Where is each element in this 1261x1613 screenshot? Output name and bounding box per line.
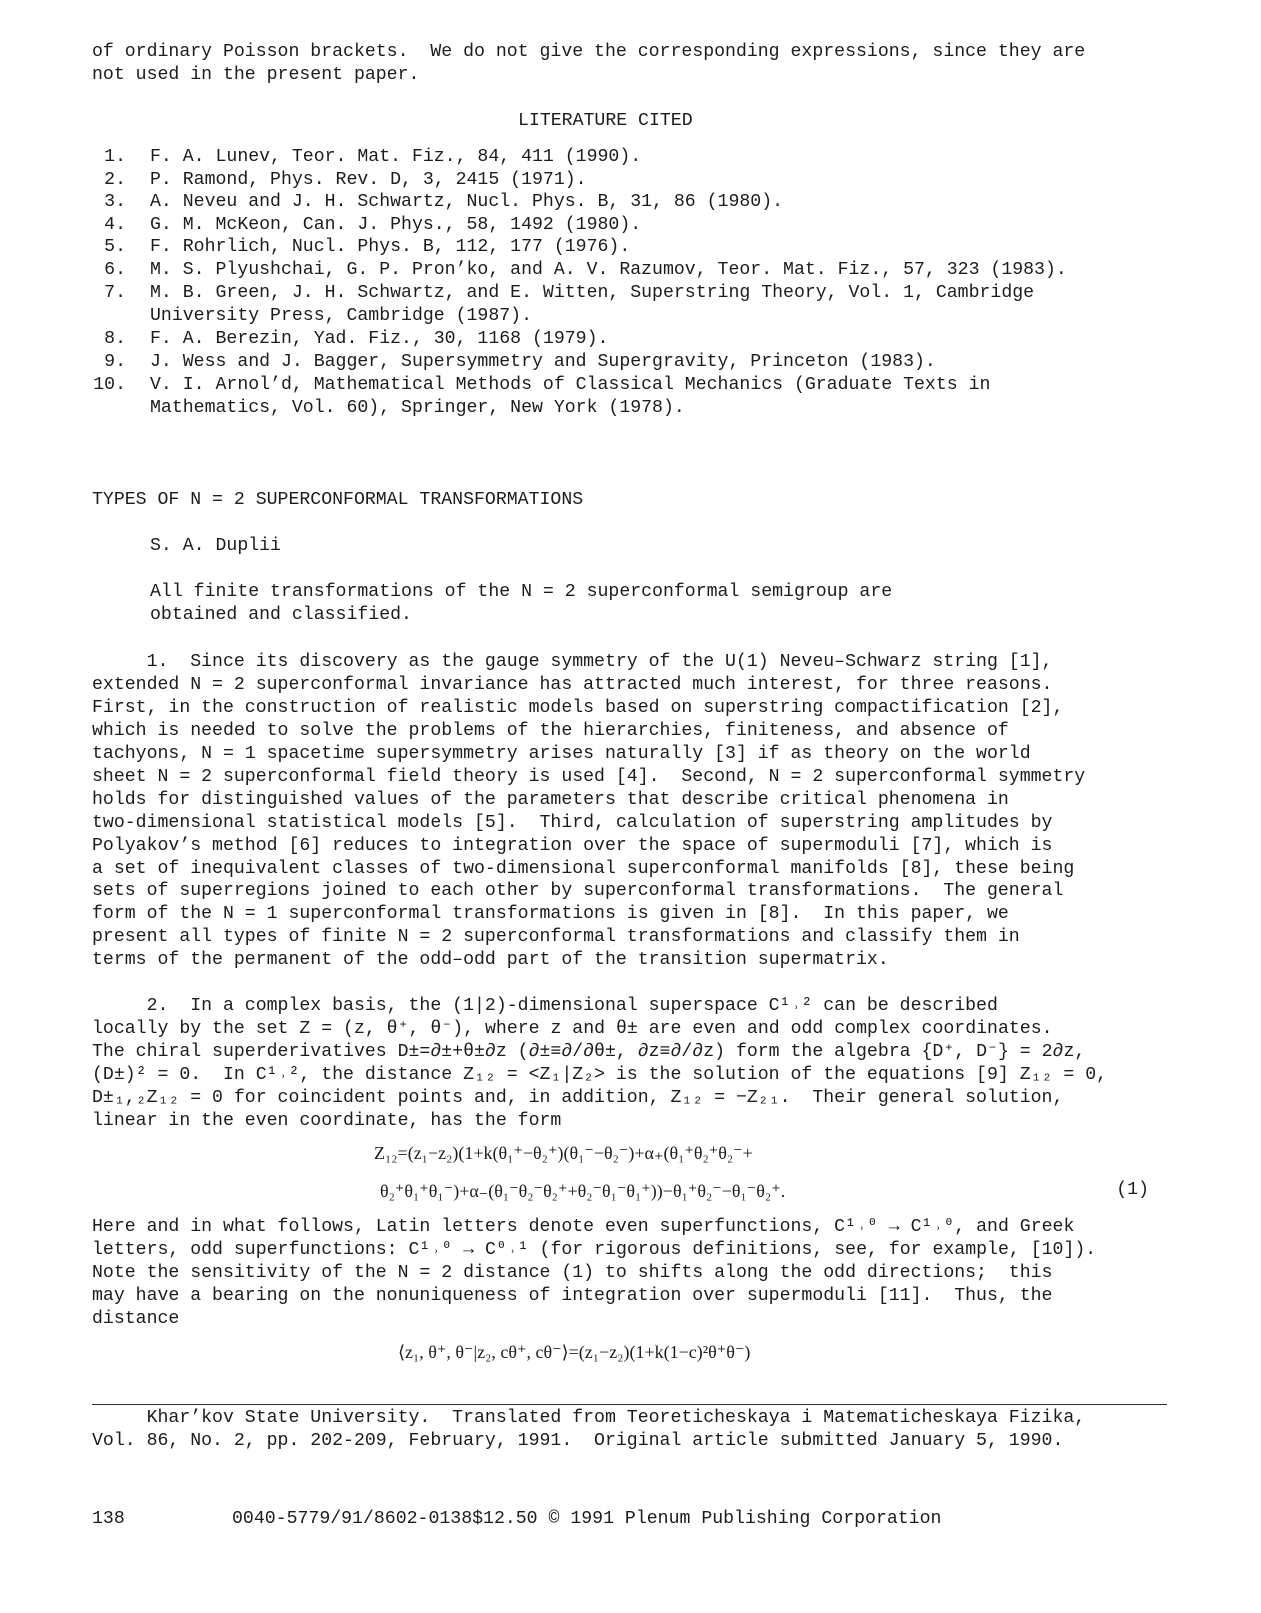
paragraph-line: sets of superregions joined to each other by superconformal transformations. The general [92,881,1064,901]
reference-number: 8. [104,329,126,349]
abstract-line: All finite transformations of the N = 2 superconformal semigroup are [150,582,893,602]
article-title: TYPES OF N = 2 SUPERCONFORMAL TRANSFORMATIONS [92,490,584,510]
reference-item: F. A. Berezin, Yad. Fiz., 30, 1168 (1979). [150,329,609,349]
paragraph-line: sheet N = 2 superconformal field theory is used [4]. Second, N = 2 superconformal symmetry [92,767,1086,787]
paragraph-line: terms of the permanent of the odd–odd part of the transition supermatrix. [92,950,889,970]
reference-number: 1. [104,147,126,167]
paragraph-line: The chiral superderivatives D±=∂±+θ±∂z (∂±≡∂/∂θ±, ∂z≡∂/∂z) form the algebra {D⁺, D⁻} = 2∂z, [92,1042,1086,1062]
intro-line-1: of ordinary Poisson brackets. We do not give the corresponding expressions, since they are [92,42,1086,62]
equation-number: (1) [1116,1180,1149,1200]
intro-line-2: not used in the present paper. [92,65,420,85]
reference-item: V. I. Arnol’d, Mathematical Methods of Classical Mechanics (Graduate Texts in [150,375,991,395]
reference-item: F. Rohrlich, Nucl. Phys. B, 112, 177 (1976). [150,237,631,257]
equation-1-line-2: θ₂⁺θ₁⁺θ₁⁻)+α₋(θ₁⁻θ₂⁻θ₂⁺+θ₂⁻θ₁⁻θ₁⁺))−θ₁⁺θ₂⁻−θ₁⁻θ₂⁺. [380,1181,786,1201]
reference-item: M. B. Green, J. H. Schwartz, and E. Witten, Superstring Theory, Vol. 1, Cambridge [150,283,1035,303]
paragraph-line: 2. In a complex basis, the (1|2)-dimensional superspace C¹˒² can be described [92,996,998,1016]
paragraph-line: Here and in what follows, Latin letters denote even superfunctions, C¹˒⁰ → C¹˒⁰, and Greek [92,1217,1075,1237]
paragraph-line: distance [92,1309,180,1329]
reference-number: 5. [104,237,126,257]
paragraph-line: Polyakov’s method [6] reduces to integration over the space of supermoduli [7], which is [92,836,1053,856]
equation-2: ⟨z₁, θ⁺, θ⁻|z₂, cθ⁺, cθ⁻⟩=(z₁−z₂)(1+k(1−c)²θ⁺θ⁻) [398,1342,751,1362]
reference-number: 3. [104,192,126,212]
paragraph-line: (D±)² = 0. In C¹˒², the distance Z₁₂ = <Z₁|Z₂> is the solution of the equations [9] Z₁₂ = 0, [92,1065,1108,1085]
article-author: S. A. Duplii [150,536,281,556]
page-number: 138 [92,1509,125,1529]
paragraph-line: a set of inequivalent classes of two-dimensional superconformal manifolds [8], these being [92,859,1075,879]
reference-item-continuation: Mathematics, Vol. 60), Springer, New York (1978). [150,398,685,418]
footnote-line: Khar’kov State University. Translated from Teoreticheskaya i Matematicheskaya Fizika, [92,1408,1086,1428]
reference-item-continuation: University Press, Cambridge (1987). [150,306,532,326]
reference-number: 7. [104,283,126,303]
reference-item: F. A. Lunev, Teor. Mat. Fiz., 84, 411 (1990). [150,147,642,167]
literature-heading: LITERATURE CITED [518,111,693,131]
reference-item: M. S. Plyushchai, G. P. Pron’ko, and A. V. Razumov, Teor. Mat. Fiz., 57, 323 (1983). [150,260,1067,280]
paragraph-line: form of the N = 1 superconformal transformations is given in [8]. In this paper, we [92,904,1009,924]
reference-item: G. M. McKeon, Can. J. Phys., 58, 1492 (1980). [150,215,642,235]
reference-item: J. Wess and J. Bagger, Supersymmetry and Supergravity, Princeton (1983). [150,352,936,372]
paragraph-line: First, in the construction of realistic models based on superstring compactification [2], [92,698,1064,718]
paragraph-line: holds for distinguished values of the parameters that describe critical phenomena in [92,790,1009,810]
paragraph-line: tachyons, N = 1 spacetime supersymmetry arises naturally [3] if as theory on the world [92,744,1031,764]
abstract-line: obtained and classified. [150,605,412,625]
paragraph-line: may have a bearing on the nonuniqueness of integration over supermoduli [11]. Thus, the [92,1286,1053,1306]
reference-item: P. Ramond, Phys. Rev. D, 3, 2415 (1971). [150,170,587,190]
footnote-divider [92,1404,1167,1405]
reference-number: 10. [93,375,126,395]
reference-item: A. Neveu and J. H. Schwartz, Nucl. Phys. B, 31, 86 (1980). [150,192,784,212]
publisher-code: 0040-5779/91/8602-0138$12.50 © 1991 Plenum Publishing Corporation [232,1509,942,1529]
equation-1-line-1: Z₁₂=(z₁−z₂)(1+k(θ₁⁺−θ₂⁺)(θ₁⁻−θ₂⁻)+α₊(θ₁⁺θ₂⁺θ₂⁻+ [374,1143,753,1163]
reference-number: 2. [104,170,126,190]
paragraph-line: which is needed to solve the problems of the hierarchies, finiteness, and absence of [92,721,1009,741]
paragraph-line: two-dimensional statistical models [5]. Third, calculation of superstring amplitudes by [92,813,1053,833]
paragraph-line: locally by the set Z = (z, θ⁺, θ⁻), where z and θ± are even and odd complex coordinates. [92,1019,1053,1039]
paragraph-line: D±₁,₂Z₁₂ = 0 for coincident points and, in addition, Z₁₂ = −Z₂₁. Their general solution, [92,1088,1064,1108]
reference-number: 9. [104,352,126,372]
paragraph-line: linear in the even coordinate, has the form [92,1111,562,1131]
paragraph-line: 1. Since its discovery as the gauge symmetry of the U(1) Neveu–Schwarz string [1], [92,652,1053,672]
reference-number: 6. [104,260,126,280]
reference-number: 4. [104,215,126,235]
paragraph-line: present all types of finite N = 2 superconformal transformations and classify them in [92,927,1020,947]
paragraph-line: letters, odd superfunctions: C¹˒⁰ → C⁰˒¹ (for rigorous definitions, see, for example, [10]). [92,1240,1097,1260]
paragraph-line: extended N = 2 superconformal invariance has attracted much interest, for three reasons. [92,675,1053,695]
footnote-line: Vol. 86, No. 2, pp. 202-209, February, 1991. Original article submitted January 5, 1990. [92,1431,1064,1451]
paragraph-line: Note the sensitivity of the N = 2 distance (1) to shifts along the odd directions; this [92,1263,1053,1283]
